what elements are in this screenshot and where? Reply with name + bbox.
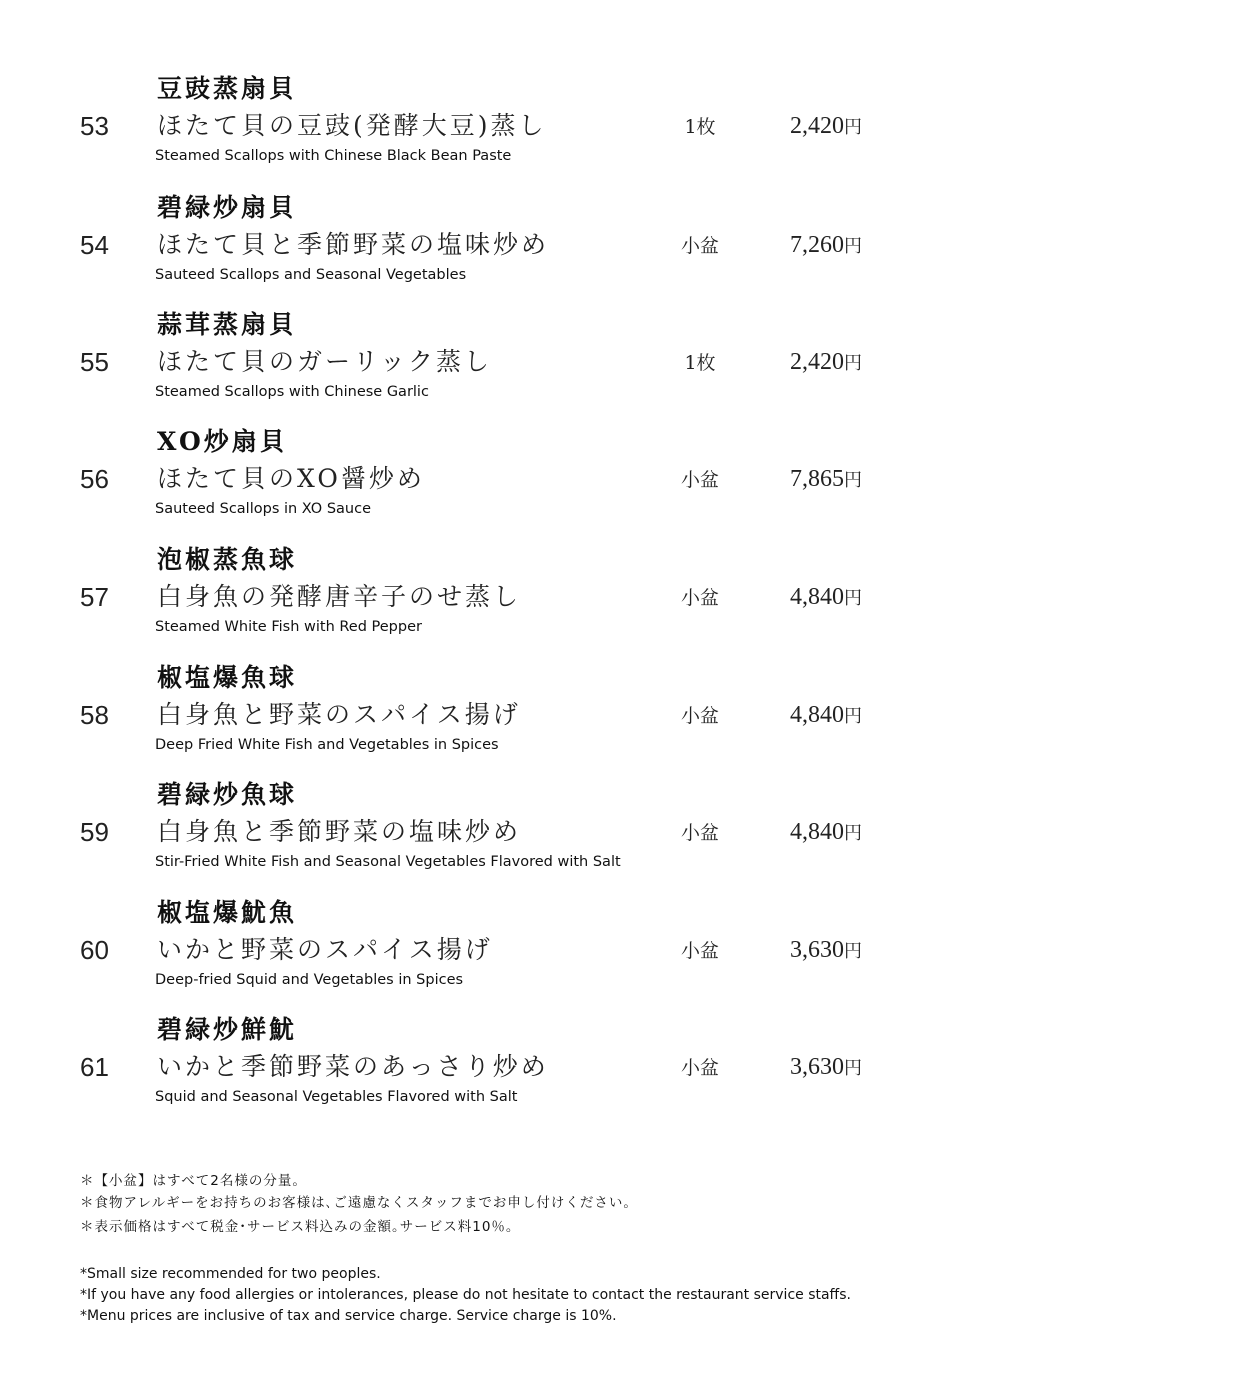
dish-name-chinese: XO炒扇貝 — [157, 427, 288, 456]
item-number: 59 — [80, 817, 109, 847]
dish-name-english: Sauteed Scallops and Seasonal Vegetables — [155, 267, 467, 283]
note-line: ＊食物アレルギーをお持ちのお客様は､ご遠慮なくスタッフまでお申し付けください。 — [80, 1195, 638, 1211]
currency-symbol: 円 — [844, 470, 862, 491]
portion-size: 小盆 — [680, 469, 719, 491]
dish-name-english: Squid and Seasonal Vegetables Flavored with Salt — [155, 1089, 518, 1105]
price — [740, 815, 862, 851]
currency-symbol: 円 — [844, 117, 862, 138]
dish-name-english: Stir-Fried White Fish and Seasonal Vegetables Flavored with Salt — [155, 854, 621, 870]
dish-name-english: Sauteed Scallops in XO Sauce — [155, 501, 372, 517]
menu-item-59 — [0, 778, 1240, 896]
portion-size: 小盆 — [680, 1057, 719, 1079]
item-number: 55 — [80, 347, 109, 377]
dish-name-chinese: 椒塩爆魚球 — [157, 663, 298, 692]
price-value: 2,420 — [790, 349, 844, 375]
dish-name-chinese: 蒜茸蒸扇貝 — [157, 310, 298, 339]
currency-symbol: 円 — [844, 353, 862, 374]
dish-name-japanese: ほたて貝のガーリック蒸し — [157, 347, 493, 376]
dish-name-japanese: 白身魚と季節野菜の塩味炒め — [157, 817, 522, 846]
currency-symbol: 円 — [844, 236, 862, 257]
note-line: *Small size recommended for two peoples. — [80, 1266, 381, 1282]
portion-size: 小盆 — [680, 822, 719, 844]
note-line: ＊【小盆】はすべて2名様の分量。 — [80, 1173, 307, 1189]
dish-name-japanese: ほたて貝と季節野菜の塩味炒め — [157, 230, 550, 259]
menu-item-61 — [0, 1013, 1240, 1131]
item-number: 53 — [80, 111, 109, 141]
portion-size: 1枚 — [684, 116, 716, 138]
notes-japanese — [80, 1170, 638, 1238]
item-number: 57 — [80, 582, 109, 612]
portion-size: 小盆 — [680, 705, 719, 727]
dish-name-chinese: 椒塩爆魷魚 — [157, 898, 298, 927]
dish-name-japanese: ほたて貝のXO醤炒め — [157, 464, 425, 493]
portion-size: 小盆 — [680, 235, 719, 257]
price-value: 7,260 — [790, 232, 844, 258]
dish-name-japanese: いかと季節野菜のあっさり炒め — [157, 1052, 549, 1081]
price — [740, 462, 862, 498]
dish-name-chinese: 豆豉蒸扇貝 — [157, 74, 298, 103]
price-value: 4,840 — [790, 584, 844, 610]
item-number: 58 — [80, 700, 109, 730]
dish-name-english: Steamed Scallops with Chinese Garlic — [155, 384, 429, 400]
dish-name-japanese: 白身魚と野菜のスパイス揚げ — [157, 700, 521, 729]
menu-item-60 — [0, 896, 1240, 1014]
price-value: 2,420 — [790, 113, 844, 139]
menu-item-58 — [0, 661, 1240, 779]
item-number: 61 — [80, 1052, 109, 1082]
menu-item-53 — [0, 72, 1240, 190]
notes-english — [80, 1264, 851, 1327]
menu-item-55 — [0, 308, 1240, 426]
dish-name-chinese: 泡椒蒸魚球 — [157, 545, 298, 574]
portion-size: 小盆 — [680, 940, 719, 962]
currency-symbol: 円 — [844, 706, 862, 727]
price — [740, 1050, 862, 1086]
currency-symbol: 円 — [844, 588, 862, 609]
price-value: 4,840 — [790, 819, 844, 845]
item-number: 60 — [80, 935, 109, 965]
price — [740, 698, 862, 734]
portion-size: 小盆 — [680, 587, 719, 609]
dish-name-japanese: 白身魚の発酵唐辛子のせ蒸し — [157, 582, 522, 611]
dish-name-japanese: いかと野菜のスパイス揚げ — [157, 935, 493, 964]
item-number: 54 — [80, 230, 109, 260]
item-number: 56 — [80, 464, 109, 494]
price — [740, 933, 862, 969]
dish-name-english: Steamed Scallops with Chinese Black Bean Paste — [155, 148, 512, 164]
dish-name-english: Deep Fried White Fish and Vegetables in Spices — [155, 737, 499, 753]
menu-item-57 — [0, 543, 1240, 661]
price-value: 4,840 — [790, 702, 844, 728]
dish-name-japanese: ほたて貝の豆豉(発酵大豆)蒸し — [157, 111, 547, 140]
menu-item-54 — [0, 191, 1240, 309]
note-line: *Menu prices are inclusive of tax and service charge. Service charge is 10%. — [80, 1308, 617, 1324]
price — [740, 345, 862, 381]
dish-name-english: Steamed White Fish with Red Pepper — [155, 619, 422, 635]
dish-name-chinese: 碧緑炒鮮魷 — [157, 1015, 298, 1044]
currency-symbol: 円 — [844, 1058, 862, 1079]
dish-name-chinese: 碧緑炒扇貝 — [157, 193, 298, 222]
price — [740, 580, 862, 616]
price — [740, 228, 862, 264]
price — [740, 109, 862, 145]
dish-name-chinese: 碧緑炒魚球 — [157, 780, 298, 809]
currency-symbol: 円 — [844, 941, 862, 962]
note-line: *If you have any food allergies or intolerances, please do not hesitate to contact the restaurant service staffs. — [80, 1287, 851, 1303]
currency-symbol: 円 — [844, 823, 862, 844]
price-value: 3,630 — [790, 937, 844, 963]
menu-item-56 — [0, 425, 1240, 543]
note-line: ＊表示価格はすべて税金･サービス料込みの金額｡サービス料10％。 — [80, 1219, 521, 1235]
price-value: 7,865 — [790, 466, 844, 492]
dish-name-english: Deep-fried Squid and Vegetables in Spices — [155, 972, 464, 988]
portion-size: 1枚 — [684, 352, 716, 374]
price-value: 3,630 — [790, 1054, 844, 1080]
